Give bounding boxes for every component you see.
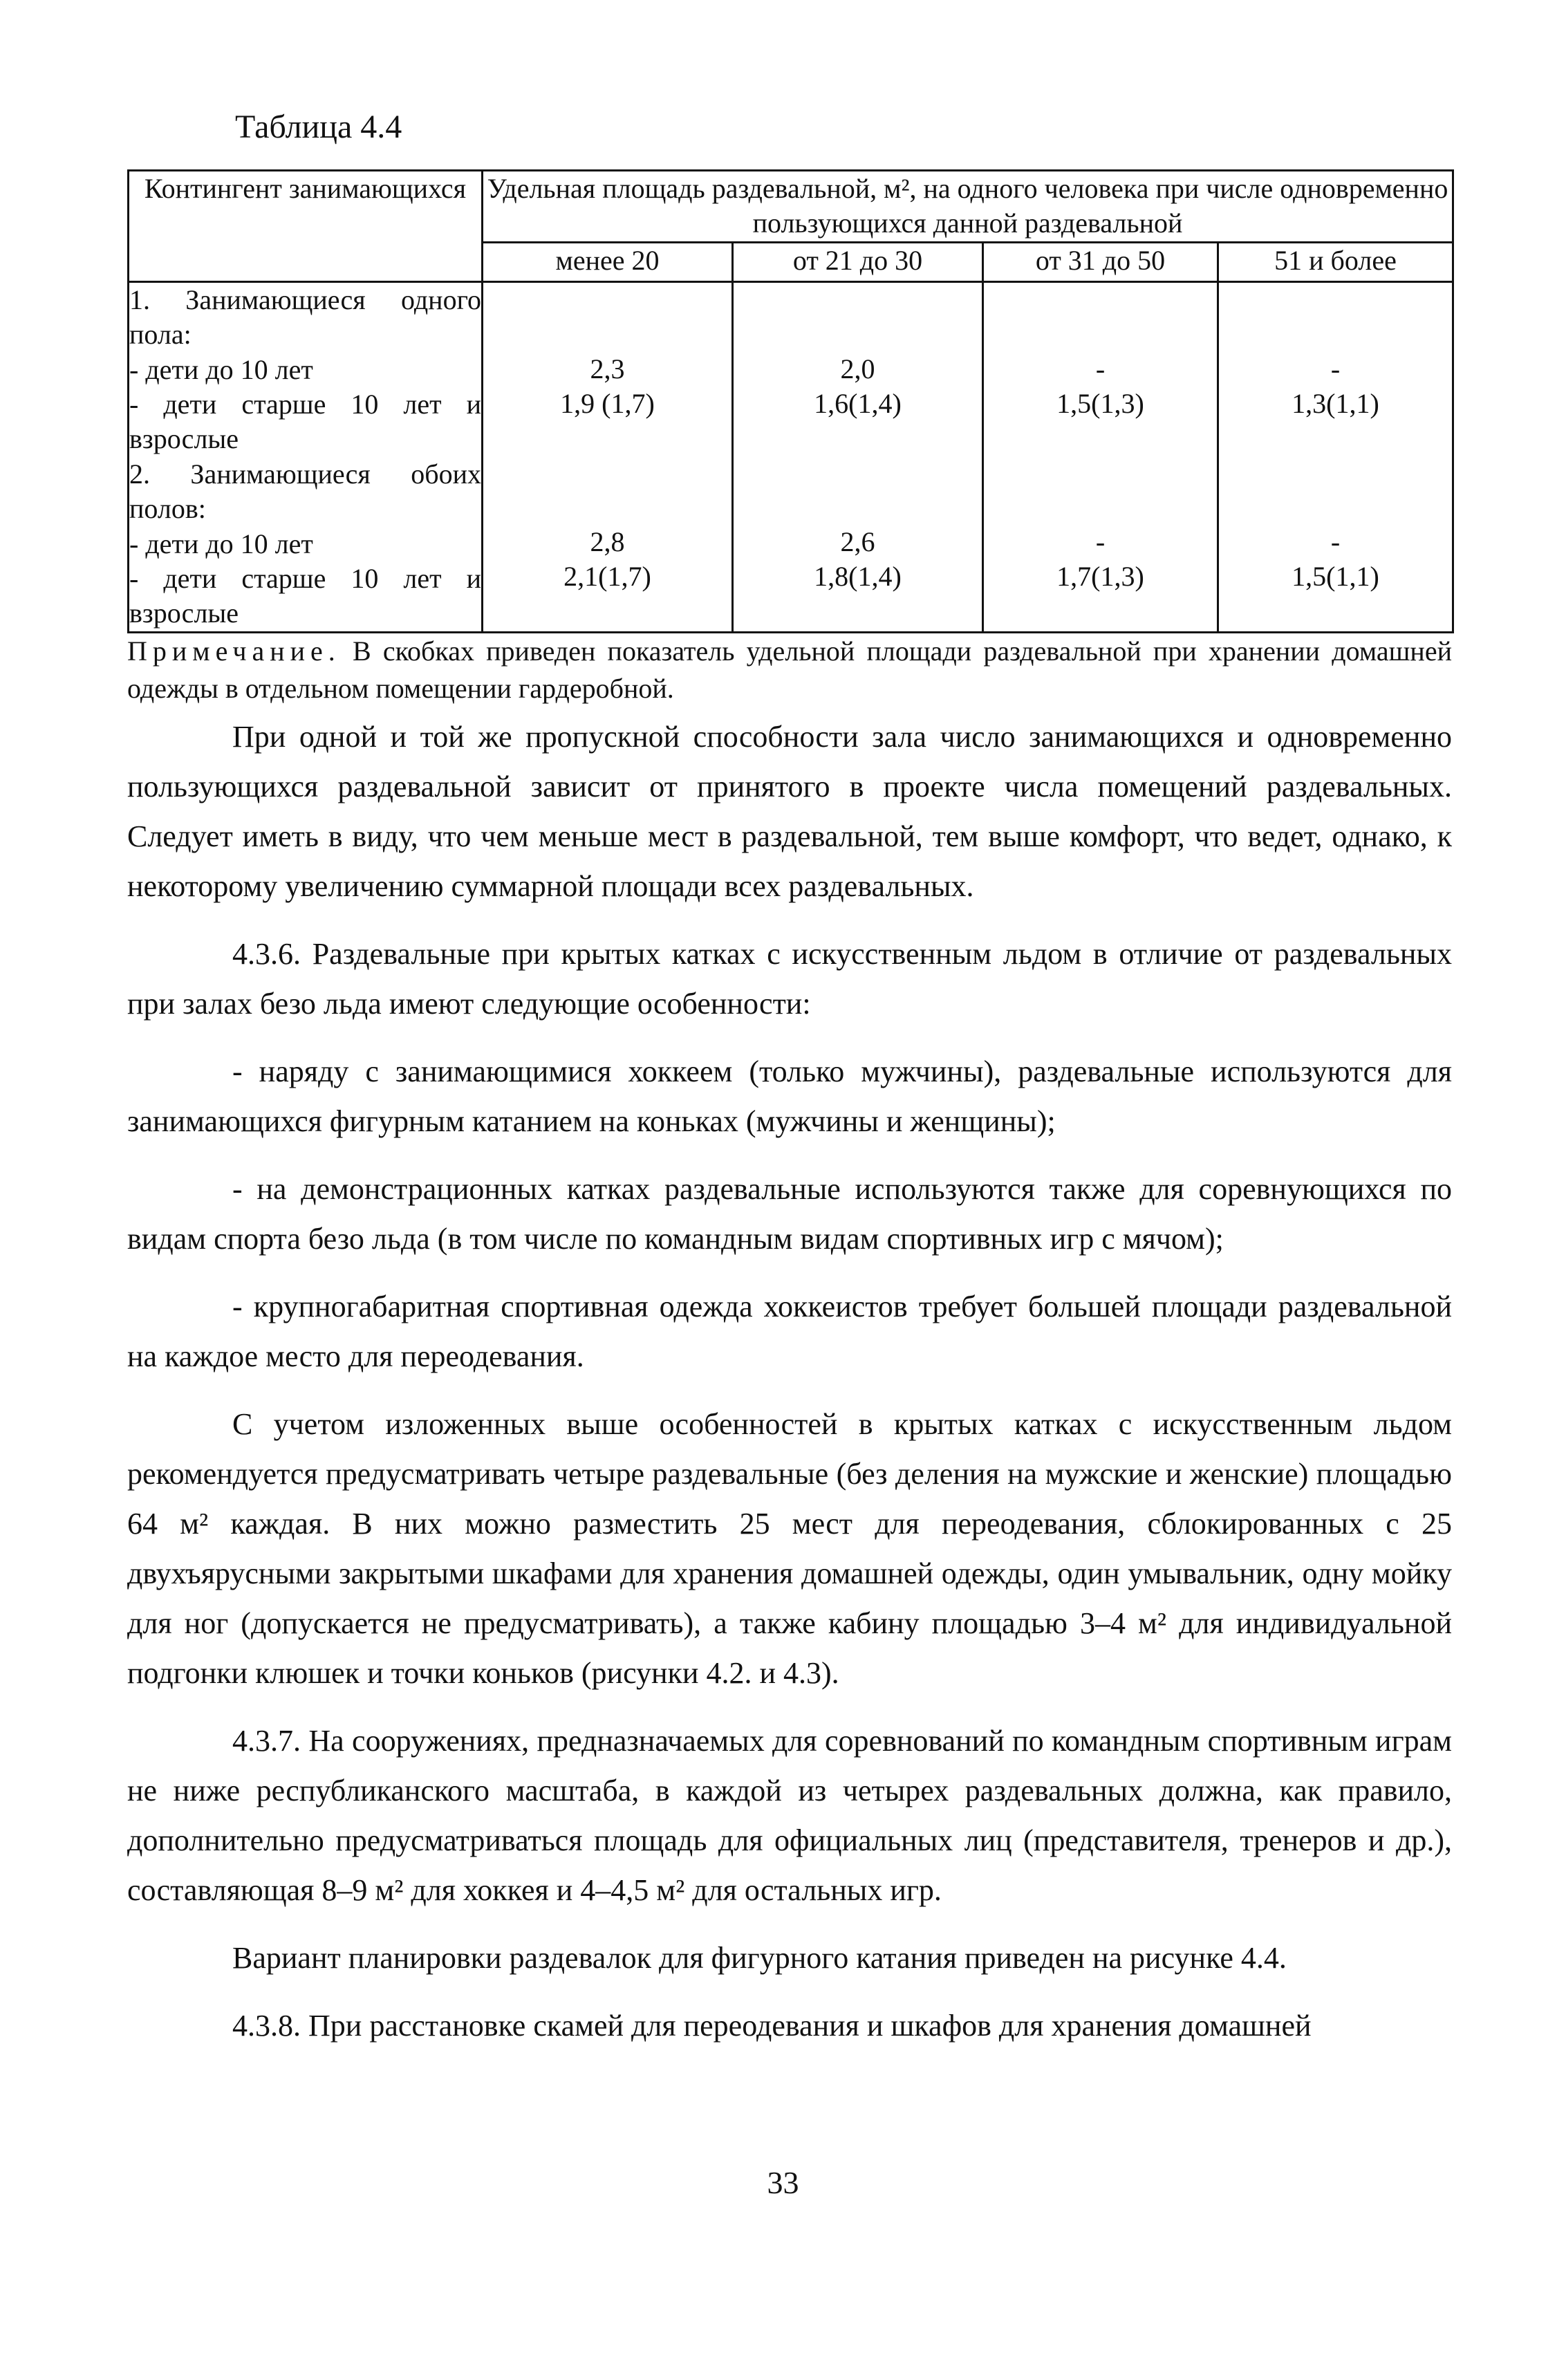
label-line: 1. Занимающиеся одного [129, 283, 481, 315]
label-line: полов: [129, 493, 206, 525]
note-text: В скобках приведен показатель удельной площади раздевальной при хранении домашней одежды в отдельном помещении гардеробной. [127, 635, 1452, 704]
body-text [127, 712, 1452, 2069]
table-cell: - [1330, 526, 1341, 557]
contingent-labels [129, 281, 483, 632]
table-cell: 1,8(1,4) [814, 560, 902, 592]
subheader-2: от 21 до 30 [733, 242, 983, 281]
paragraph: 4.3.6. Раздевальные при крытых катках с искусственным льдом в отличие от раздевальных при залах безо льда имеют следующие особенности: [127, 937, 1452, 1021]
page-number: 33 [767, 2165, 799, 2200]
table-cell: 2,8 [590, 526, 625, 557]
table-caption: Таблица 4.4 [235, 109, 402, 145]
note-label: Примечание. [127, 635, 341, 667]
paragraph: Вариант планировки раздевалок для фигурного катания приведен на рисунке 4.4. [232, 1941, 1287, 1975]
label-line: - дети до 10 лет [129, 353, 313, 385]
table-note [127, 633, 1452, 707]
table-cell: - [1095, 526, 1106, 557]
label-line: - дети до 10 лет [129, 528, 313, 559]
paragraph: При одной и той же пропускной способности зала число занимающихся и одновременно пользующихся раздевальной зависит от принятого в проекте числа помещений раздевальных. Следует иметь в виду, что чем меньше мест в раздевальной, тем выше комфорт, что ведет, однако, к некоторому увеличению суммарной площади всех раздевальных. [127, 720, 1452, 903]
header-area: Удельная площадь раздевальной, м², на одного человека при числе одновременно пользующихся данной раздевальной [483, 171, 1453, 243]
values-col-3 [983, 281, 1218, 632]
subheader-1: менее 20 [483, 242, 733, 281]
area-table [127, 169, 1454, 633]
table-cell: - [1330, 353, 1341, 384]
label-line: - дети старше 10 лет и [129, 562, 481, 594]
values-col-4 [1218, 281, 1453, 632]
table-cell: 1,5(1,1) [1292, 560, 1379, 592]
paragraph: - на демонстрационных катках раздевальные используются также для соревнующихся по видам спорта безо льда (в том числе по командным видам спортивных игр с мячом); [127, 1172, 1452, 1256]
paragraph: 4.3.8. При расстановке скамей для переодевания и шкафов для хранения домашней [232, 2009, 1312, 2043]
table-cell: 1,5(1,3) [1056, 387, 1144, 419]
table-cell: - [1095, 353, 1106, 384]
values-col-1 [483, 281, 733, 632]
table-cell: 1,7(1,3) [1056, 560, 1144, 592]
table-cell: 2,1(1,7) [563, 560, 651, 592]
label-line: взрослые [129, 423, 239, 455]
table-cell: 1,9 (1,7) [560, 387, 655, 419]
paragraph: 4.3.7. На сооружениях, предназначаемых для соревнований по командным спортивным играм не ниже республиканского масштаба, в каждой из четырех раздевальных должна, как правило, дополнительно предусматриваться площадь для официальных лиц (представителя, тренеров и др.), составляющая 8–9 м² для хоккея и 4–4,5 м² для остальных игр. [127, 1724, 1452, 1907]
table-cell: 2,0 [840, 353, 875, 384]
label-line: 2. Занимающиеся обоих [129, 458, 481, 490]
table-cell: 1,6(1,4) [814, 387, 902, 419]
paragraph: - крупногабаритная спортивная одежда хоккеистов требует большей площади раздевальной на каждое место для переодевания. [127, 1290, 1452, 1373]
paragraph: С учетом изложенных выше особенностей в крытых катках с искусственным льдом рекомендуется предусматривать четыре раздевальные (без деления на мужские и женские) площадью 64 м² каждая. В них можно разместить 25 мест для переодевания, сблокированных с 25 двухъярусными закрытыми шкафами для хранения домашней одежды, один умывальник, одну мойку для ног (допускается не предусматривать), а также кабину площадью 3–4 м² для индивидуальной подгонки клюшек и точки коньков (рисунки 4.2. и 4.3). [127, 1407, 1452, 1690]
paragraph: - наряду с занимающимися хоккеем (только мужчины), раздевальные используются для занимающихся фигурным катанием на коньках (мужчины и женщины); [127, 1054, 1452, 1138]
subheader-4: 51 и более [1218, 242, 1453, 281]
label-line: взрослые [129, 597, 239, 629]
values-col-2 [733, 281, 983, 632]
header-contingent: Контингент занимающихся [129, 171, 483, 282]
table-cell: 2,6 [840, 526, 875, 557]
table-cell: 2,3 [590, 353, 625, 384]
label-line: - дети старше 10 лет и [129, 388, 481, 420]
subheader-3: от 31 до 50 [983, 242, 1218, 281]
label-line: пола: [129, 319, 192, 351]
table-cell: 1,3(1,1) [1292, 387, 1379, 419]
